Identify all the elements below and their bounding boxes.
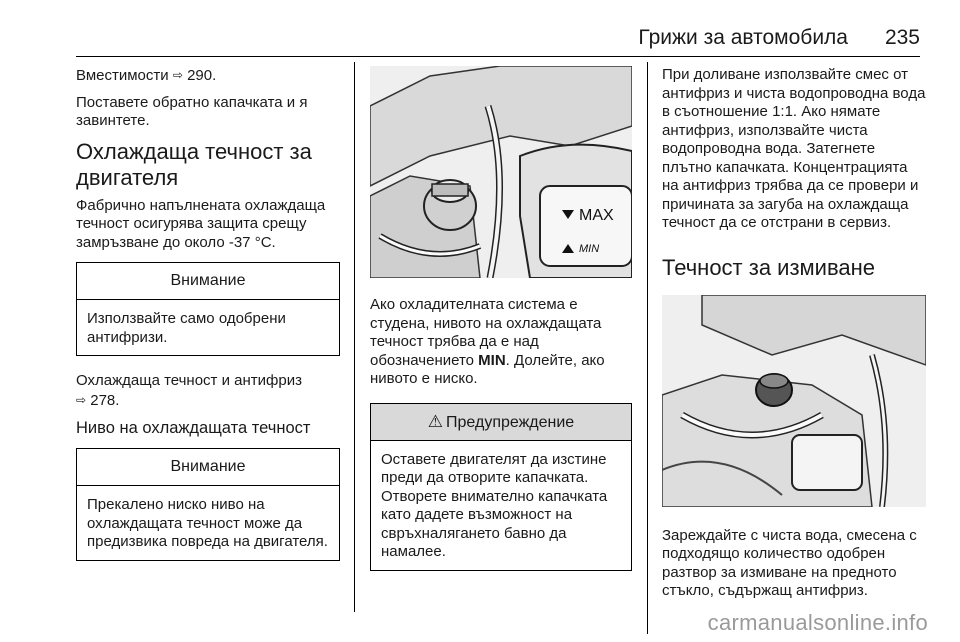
topup-text: При доливане използвайте смес от антифриз и чиста водопроводна вода в съотношение 1:1. Ако нямате антифриз, използвайте чиста водопроводна вода. Затегнете плътно капачката. Концентрацията на антифриз трябва да се провери и причината за загуба на охлаждаща течност да се отстрани в сервиз. [662,66,926,231]
section-title-coolant: Охлаждаща течност за двигателя [76,138,312,190]
arrow-ref-icon: ⇨ [76,392,87,407]
notice-box [76,448,340,561]
min-label: MIN [579,243,600,255]
warning-text: Оставете двигателят да изстине преди да отворите капачката. Отворете внимателно капачката като дадете възможност на свръхналягането бавно да намалее. [381,450,608,560]
watermark: carmanualsonline.info [707,610,928,635]
page-number: 235 [884,26,920,49]
notice-title: Внимание [77,263,339,300]
coolant-reservoir-image [370,66,632,278]
notice-box [76,262,340,356]
min-mark: MIN [478,351,506,369]
chapter-title: Грижи за автомобила [638,26,848,49]
notice-text: Прекалено ниско ниво на охлаждащата течност може да предизвика повреда на двигателя. [87,496,328,550]
page-header [0,0,960,58]
page-ref[interactable]: ⇨ 290. [172,67,217,84]
page-ref[interactable]: ⇨ 278. [76,391,120,409]
notice-text: Използвайте само одобрени антифризи. [87,310,286,346]
warning-triangle-icon: ⚠ [427,411,444,431]
cold-level-text: Ако охладителната система е студена, нивото на охлаждащата течност трябва да е над обозначението MIN. Долейте, ако нивото е ниско. [370,296,605,387]
column-3 [662,66,926,609]
warning-box [370,403,632,571]
washer-text: Зареждайте с чиста вода, смесена с подходящо количество одобрен разтвор за измиване на предното стъкло, съдържащ антифриз. [662,526,917,599]
column-2 [370,66,632,587]
column-divider-2 [647,62,648,634]
notice-title: Внимание [77,449,339,486]
max-label: MAX [579,207,614,224]
column-divider-1 [354,62,355,612]
subtitle-coolant-level: Ниво на охлаждащата течност [76,419,311,437]
column-1 [76,66,340,577]
factory-fill-text: Фабрично напълнената охлаждаща течност осигурява защита срещу замръзване до около -37 °C. [76,196,326,251]
capacity-line: Вместимости ⇨ 290. [76,67,217,84]
refit-cap-text: Поставете обратно капачката и я завинтете. [76,93,308,129]
coolant-antifreeze-line: Охлаждаща течност и антифриз ⇨ 278. [76,372,302,409]
washer-reservoir-image [662,295,926,507]
warning-title: ⚠ Предупреждение [371,404,631,441]
header-rule [76,56,920,57]
section-title-washer: Течност за измиване [662,254,876,280]
arrow-ref-icon: ⇨ [172,68,183,82]
